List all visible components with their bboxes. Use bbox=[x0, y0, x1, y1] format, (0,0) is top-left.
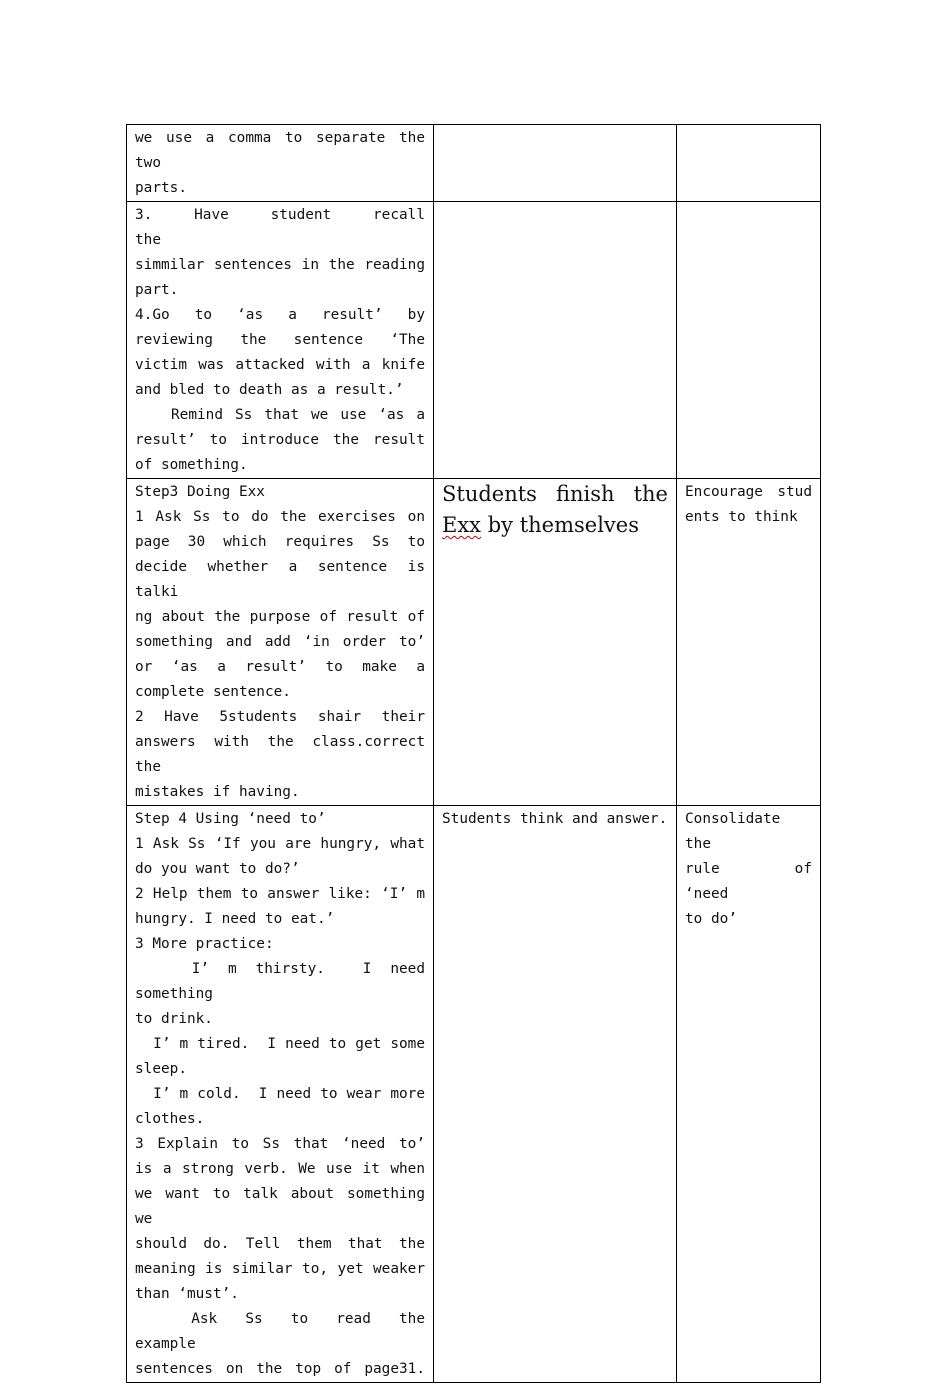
text-line: Remind Ss that we use ‘as a bbox=[135, 407, 425, 423]
text-line: sentences on the top of page31. bbox=[135, 1361, 425, 1377]
text-line: of something. bbox=[135, 457, 248, 473]
text-line: reviewing the sentence ‘The bbox=[135, 332, 425, 348]
purpose-cell bbox=[677, 125, 821, 202]
purpose-cell bbox=[677, 479, 821, 806]
text-line: 4.Go to ‘as a result’ by bbox=[135, 307, 425, 323]
procedure-cell bbox=[127, 125, 434, 202]
purpose-cell bbox=[677, 202, 821, 479]
text-line: to drink. bbox=[135, 1011, 213, 1027]
text-line: complete sentence. bbox=[135, 684, 291, 700]
student-activity-text bbox=[442, 510, 668, 541]
text-line: mistakes if having. bbox=[135, 784, 300, 800]
text-line: and bled to death as a result.’ bbox=[135, 382, 404, 398]
text-line: Ask Ss to read the example bbox=[135, 1311, 443, 1352]
text-line: than ‘must’. bbox=[135, 1286, 239, 1302]
text-line: something and add ‘in order to’ bbox=[135, 634, 425, 650]
procedure-cell bbox=[127, 806, 443, 1383]
student-activity-text: Students finish the bbox=[442, 482, 668, 506]
text-line: Students think and answer. bbox=[442, 811, 668, 827]
purpose-cell bbox=[677, 806, 830, 1383]
table-row bbox=[127, 125, 821, 202]
text-line: 3. Have student recall the bbox=[135, 207, 451, 248]
text-line: parts. bbox=[135, 180, 187, 196]
text-line: or ‘as a result’ to make a bbox=[135, 659, 425, 675]
text-line: decide whether a sentence is talki bbox=[135, 559, 434, 600]
text-line: hungry. I need to eat.’ bbox=[135, 911, 335, 927]
text-line: simmilar sentences in the reading bbox=[135, 257, 425, 273]
text-line: Consolidate the bbox=[685, 811, 789, 852]
text-line: result’ to introduce the result bbox=[135, 432, 425, 448]
text-line: victim was attacked with a knife bbox=[135, 357, 425, 373]
text-line: 1 Ask Ss ‘If you are hungry, what bbox=[135, 836, 425, 852]
text-line: 2 Help them to answer like: ‘I’ m bbox=[135, 886, 425, 902]
student-activity-cell bbox=[434, 125, 677, 202]
text-line: 3 Explain to Ss that ‘need to’ bbox=[135, 1136, 425, 1152]
student-activity-cell bbox=[434, 806, 677, 1383]
text-line: ents to think bbox=[685, 509, 798, 525]
text-line: 1 Ask Ss to do the exercises on bbox=[135, 509, 425, 525]
text-line: Step 4 Using ‘need to’ bbox=[135, 811, 326, 827]
procedure-cell bbox=[127, 202, 451, 479]
text-line: Step3 Doing Exx bbox=[135, 484, 265, 500]
student-activity-cell bbox=[434, 479, 677, 806]
text-line: to do’ bbox=[685, 911, 737, 927]
table-row bbox=[127, 806, 821, 1383]
text-line: ng about the purpose of result of bbox=[135, 609, 425, 625]
text-line: we want to talk about something we bbox=[135, 1186, 434, 1227]
text-line: part. bbox=[135, 282, 179, 298]
text-line: do you want to do?’ bbox=[135, 861, 300, 877]
text-line: I’ m thirsty. I need something bbox=[135, 961, 434, 1002]
text-line: should do. Tell them that the bbox=[135, 1236, 425, 1252]
text-line: answers with the class.correct the bbox=[135, 734, 434, 775]
lesson-plan-table bbox=[126, 124, 830, 1383]
table-row bbox=[127, 202, 821, 479]
text-line: is a strong verb. We use it when bbox=[135, 1161, 425, 1177]
text-line: meaning is similar to, yet weaker bbox=[135, 1261, 425, 1277]
text-line: I’ m tired. I need to get some bbox=[135, 1036, 425, 1052]
student-activity-text-rest: by themselves bbox=[481, 513, 639, 537]
text-line: sleep. bbox=[135, 1061, 187, 1077]
text-line: Encourage stud bbox=[685, 484, 812, 500]
text-line: I’ m cold. I need to wear more bbox=[135, 1086, 425, 1102]
text-line: we use a comma to separate the two bbox=[135, 130, 434, 171]
text-line: page 30 which requires Ss to bbox=[135, 534, 425, 550]
student-activity-cell bbox=[434, 202, 677, 479]
text-line: 3 More practice: bbox=[135, 936, 274, 952]
table-row bbox=[127, 479, 821, 806]
text-line: clothes. bbox=[135, 1111, 205, 1127]
procedure-cell bbox=[127, 479, 434, 806]
text-line: rule of ‘need bbox=[685, 861, 830, 902]
spellcheck-word: Exx bbox=[442, 513, 482, 537]
text-line: 2 Have 5students shair their bbox=[135, 709, 425, 725]
